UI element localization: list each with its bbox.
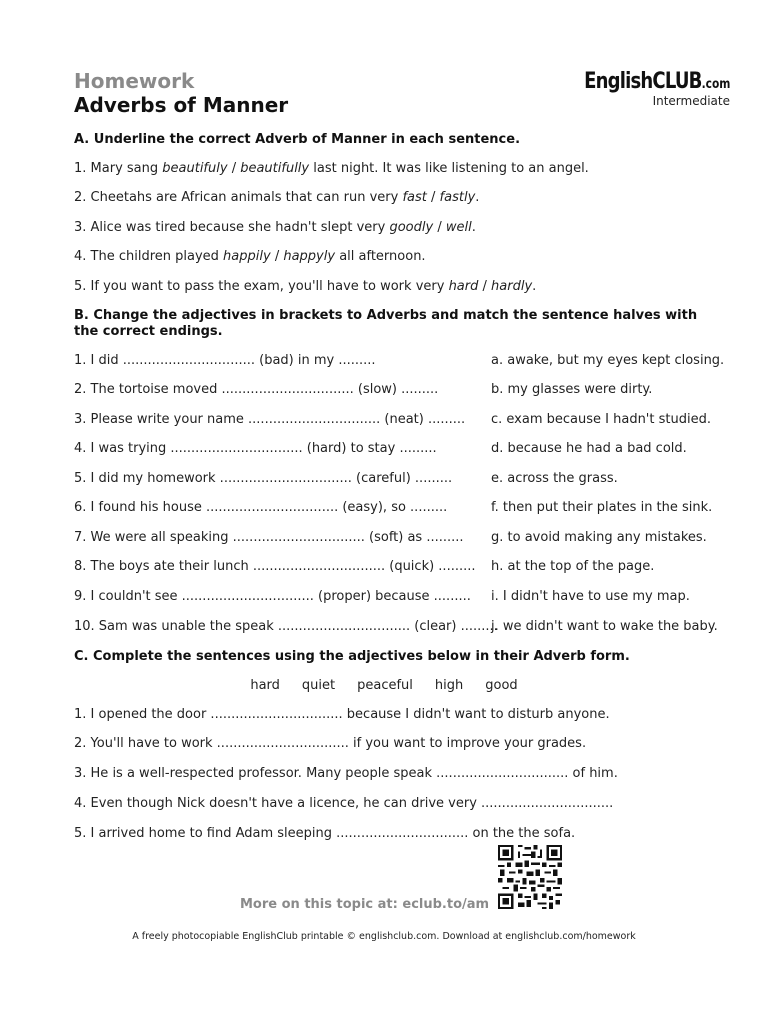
sentence-ending: f. then put their plates in the sink. (491, 500, 713, 515)
section-c-item: 5. I arrived home to find Adam sleeping ................................ on the the sofa. (74, 826, 576, 841)
homework-label: Homework (74, 69, 195, 93)
option-1: beautifuly (162, 161, 228, 176)
section-a-item: 5. If you want to pass the exam, you'll have to work very hard / hardly. (74, 279, 537, 294)
section-b-heading: B. Change the adjectives in brackets to Adverbs and match the sentence halves with the correct endings. (74, 308, 698, 339)
sentence-start: 3. Please write your name ................................ (neat) ......... (74, 412, 466, 427)
sentence-ending: g. to avoid making any mistakes. (491, 530, 707, 545)
section-a-item: 3. Alice was tired because she hadn't slept very goodly / well. (74, 220, 476, 235)
sentence-start: 10. Sam was unable the speak ................................ (clear) ......... (74, 619, 498, 634)
option-1: fast (402, 190, 427, 205)
section-c-item: 4. Even though Nick doesn't have a licence, he can drive very ................................ (74, 796, 614, 811)
option-2: well (445, 220, 472, 235)
sentence-ending: b. my glasses were dirty. (491, 382, 653, 397)
sentence-start: 6. I found his house ................................ (easy), so ......... (74, 500, 448, 515)
logo-name: EnglishCLUB (583, 69, 702, 94)
sentence-ending: c. exam because I hadn't studied. (491, 412, 711, 427)
word-bank-item: peaceful (357, 678, 413, 693)
level-label: Intermediate (652, 94, 730, 108)
sentence-start: 9. I couldn't see ................................ (proper) because ......... (74, 589, 471, 604)
option-1: goodly (389, 220, 434, 235)
word-bank-item: high (434, 678, 464, 693)
option-2: hardly (491, 279, 533, 294)
sentence-ending: a. awake, but my eyes kept closing. (491, 353, 725, 368)
qr-code-icon (498, 845, 562, 909)
option-1: happily (223, 249, 271, 264)
section-a-item: 4. The children played happily / happyly all afternoon. (74, 249, 426, 264)
section-a-item: 1. Mary sang beautifuly / beautifully last night. It was like listening to an angel. (74, 161, 589, 176)
section-c-item: 3. He is a well-respected professor. Many people speak ................................ of him. (74, 766, 618, 781)
logo-suffix: .com (701, 77, 730, 92)
more-topic-link[interactable]: More on this topic at: eclub.to/am (240, 897, 490, 912)
sentence-start: 4. I was trying ................................ (hard) to stay ......... (74, 441, 437, 456)
sentence-ending: e. across the grass. (491, 471, 618, 486)
sentence-start: 8. The boys ate their lunch ................................ (quick) ......... (74, 559, 476, 574)
page-title: Adverbs of Manner (74, 93, 289, 117)
sentence-ending: i. I didn't have to use my map. (491, 589, 690, 604)
sentence-start: 7. We were all speaking ................................ (soft) as ......... (74, 530, 464, 545)
word-bank (0, 678, 768, 694)
section-c-item: 2. You'll have to work ................................ if you want to improve your grades. (74, 736, 587, 751)
section-a-heading: A. Underline the correct Adverb of Manner in each sentence. (74, 132, 521, 147)
word-bank-item: quiet (301, 678, 336, 693)
section-c-heading: C. Complete the sentences using the adjectives below in their Adverb form. (74, 649, 630, 664)
sentence-ending: h. at the top of the page. (491, 559, 655, 574)
option-2: happyly (283, 249, 336, 264)
word-bank-item: hard (250, 678, 280, 693)
sentence-ending: j. we didn't want to wake the baby. (491, 619, 718, 634)
word-bank-item: good (485, 678, 518, 693)
logo-wordmark (584, 70, 730, 97)
footer-credit: A freely photocopiable EnglishClub printable © englishclub.com. Download at englishclub.com/homework (132, 931, 636, 942)
sentence-start: 1. I did ................................ (bad) in my ......... (74, 353, 376, 368)
option-2: beautifully (240, 161, 310, 176)
sentence-ending: d. because he had a bad cold. (491, 441, 687, 456)
section-a-item: 2. Cheetahs are African animals that can run very fast / fastly. (74, 190, 480, 205)
section-c-item: 1. I opened the door ................................ because I didn't want to disturb anyone. (74, 707, 610, 722)
sentence-start: 2. The tortoise moved ................................ (slow) ......... (74, 382, 439, 397)
englishclub-logo (552, 69, 730, 108)
option-2: fastly (439, 190, 476, 205)
sentence-start: 5. I did my homework ................................ (careful) ......... (74, 471, 453, 486)
option-1: hard (448, 279, 479, 294)
